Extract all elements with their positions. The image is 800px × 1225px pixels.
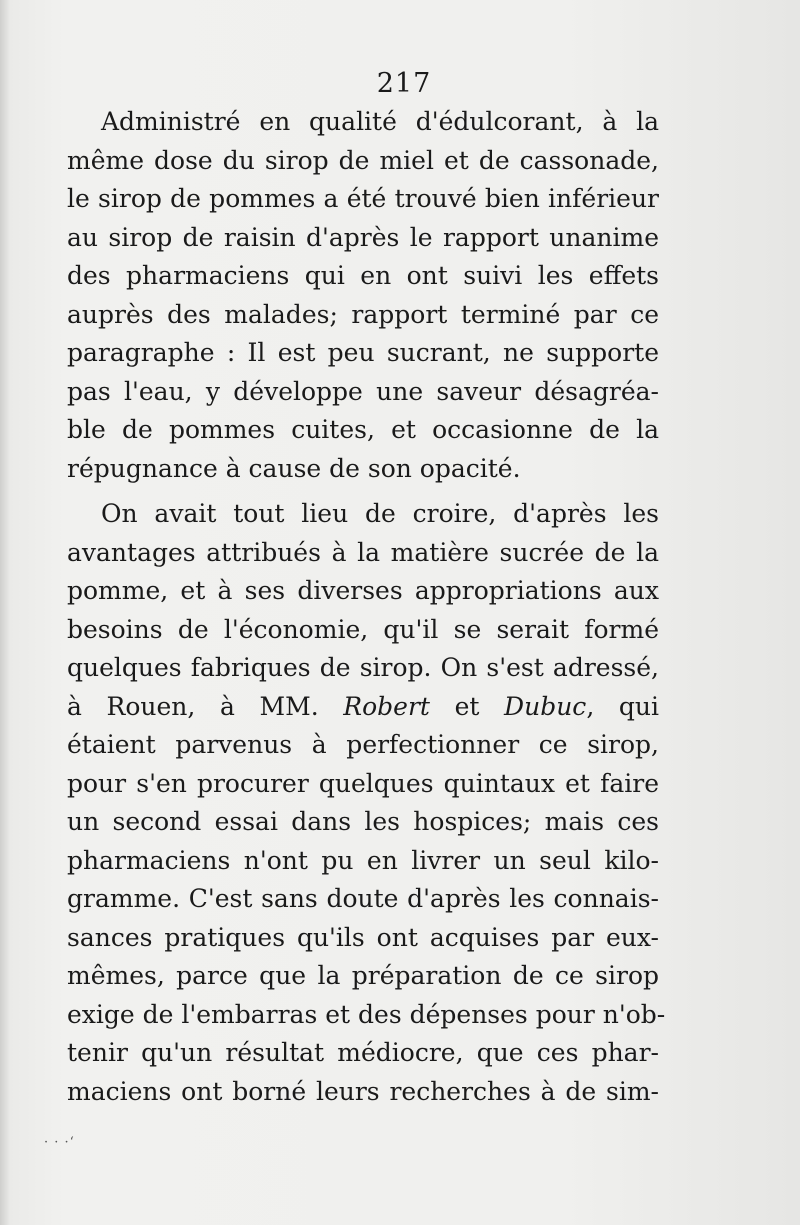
text-line: paragraphe : Il est peu sucrant, ne supporte	[67, 338, 659, 367]
text-line: On avait tout lieu de croire, d'après les	[101, 499, 659, 528]
text-line: des pharmaciens qui en ont suivi les effets	[67, 261, 659, 290]
text-line: pas l'eau, y développe une saveur désagréa-	[67, 376, 659, 406]
text-line: maciens ont borné leurs recherches à de sim-	[67, 1076, 659, 1106]
text-line: étaient parvenus à perfectionner ce sirop,	[67, 730, 659, 759]
text-line: répugnance à cause de son opacité.	[67, 453, 521, 483]
person-name-robert: Robert	[343, 691, 430, 721]
text-line: le sirop de pommes a été trouvé bien inférieur	[67, 184, 659, 213]
page-number: 217	[376, 68, 432, 99]
text-segment: à Rouen, à MM.	[67, 691, 344, 721]
paragraph-1	[67, 103, 659, 488]
body-text	[67, 103, 666, 1111]
text-line: exige de l'embarras et des dépenses pour n'ob-	[67, 999, 666, 1029]
text-line: besoins de l'économie, qu'il se serait formé	[67, 614, 659, 644]
paragraph-2	[67, 495, 666, 1111]
text-line: ble de pommes cuites, et occasionne de la	[67, 415, 659, 444]
text-line: Administré en qualité d'édulcorant, à la	[101, 107, 659, 136]
text-line: auprès des malades; rapport terminé par ce	[67, 299, 659, 329]
text-line: pour s'en procurer quelques quintaux et faire	[67, 768, 659, 798]
text-line: au sirop de raisin d'après le rapport unanime	[67, 222, 659, 252]
text-line: même dose du sirop de miel et de cassonade,	[67, 145, 659, 175]
text-line: quelques fabriques de sirop. On s'est adressé,	[67, 653, 659, 682]
text-segment: et	[429, 691, 505, 721]
person-name-dubuc: Dubuc	[504, 691, 587, 721]
text-line-names	[67, 688, 659, 727]
text-line: tenir qu'un résultat médiocre, que ces phar-	[67, 1038, 659, 1067]
page-edge-shadow	[0, 0, 10, 1225]
paragraph-gap	[67, 488, 659, 495]
text-line: sances pratiques qu'ils ont acquises par eux-	[67, 922, 659, 952]
text-line: pharmaciens n'ont pu en livrer un seul kilo-	[67, 845, 659, 875]
text-line: mêmes, parce que la préparation de ce sirop	[67, 961, 659, 990]
text-line: avantages attribués à la matière sucrée de la	[67, 537, 659, 567]
text-segment: , qui	[586, 691, 659, 721]
text-line: un second essai dans les hospices; mais ces	[67, 807, 659, 836]
ink-specks: · · ·‘	[44, 1135, 75, 1150]
text-line: pomme, et à ses diverses appropriations aux	[67, 576, 659, 605]
text-line: gramme. C'est sans doute d'après les connais-	[67, 884, 659, 913]
